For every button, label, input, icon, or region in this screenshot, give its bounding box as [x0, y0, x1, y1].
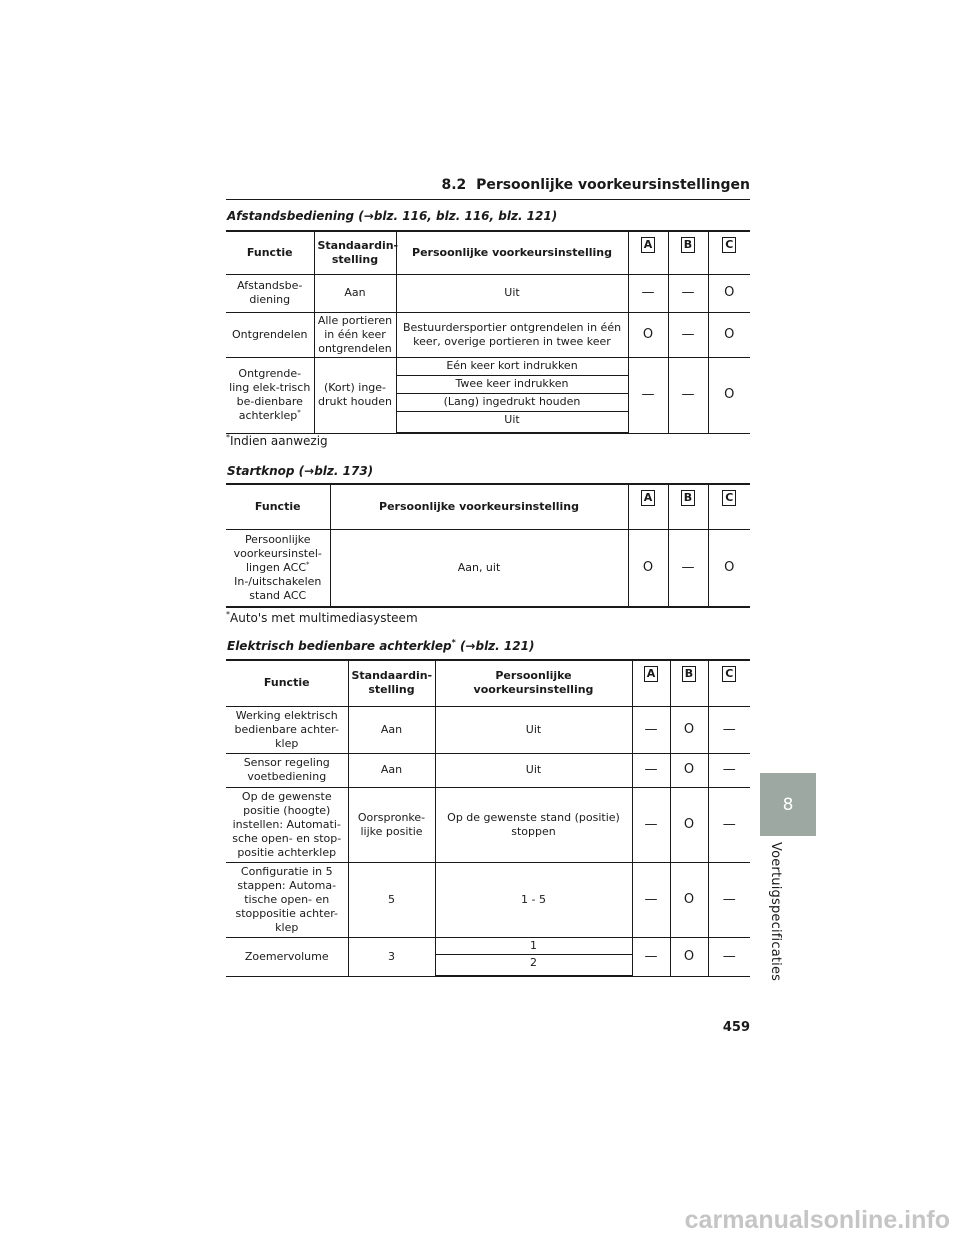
- col-header-a: [628, 484, 668, 529]
- header-title: Persoonlijke voorkeursinstellingen: [476, 177, 750, 193]
- footnote-2: *Auto's met multimediasysteem: [226, 610, 418, 625]
- cell-a: —: [628, 274, 668, 312]
- cell-b: O: [670, 753, 708, 787]
- col-header-b: [668, 484, 708, 529]
- letter-c-icon: C: [722, 666, 736, 682]
- page-number: 459: [722, 1020, 750, 1035]
- footnote-2-text: Auto's met multimediasysteem: [230, 611, 418, 625]
- cell-c: —: [708, 753, 750, 787]
- cell-a: O: [628, 529, 668, 607]
- col-header-persoonlijk: Persoonlijke voorkeursinstelling: [435, 660, 632, 706]
- cell-standaard: Alle portieren in één keer ontgrendelen: [314, 312, 396, 357]
- section-title-tailgate-text: Elektrisch bedienbare achterklep: [227, 639, 452, 653]
- chapter-tab: 8: [760, 773, 816, 836]
- col-header-b: [670, 660, 708, 706]
- cell-functie: Zoemervolume: [226, 937, 348, 976]
- letter-b-icon: B: [681, 490, 695, 506]
- cell-functie: Op de gewenste positie (hoogte) instellen: Automati-sche open- en stop-positie achterklep: [226, 787, 348, 862]
- cell-a: —: [632, 706, 670, 753]
- col-header-a: [628, 231, 668, 274]
- cell-c: O: [708, 274, 750, 312]
- cell-persoonlijk: Uit: [435, 753, 632, 787]
- table-row: [226, 312, 750, 357]
- col-header-standaard: Standaardin-stelling: [314, 231, 396, 274]
- table-electric-tailgate: [226, 659, 750, 977]
- col-header-standaard: Standaardin-stelling: [348, 660, 435, 706]
- page-header: [226, 177, 750, 200]
- col-header-persoonlijk: Persoonlijke voorkeursinstelling: [396, 231, 628, 274]
- cell-standaard: (Kort) inge-drukt houden: [314, 357, 396, 433]
- cell-persoonlijk: Uit: [435, 706, 632, 753]
- cell-b: —: [668, 274, 708, 312]
- letter-b-icon: B: [682, 666, 696, 682]
- letter-a-icon: A: [641, 237, 655, 253]
- cell-a: —: [632, 753, 670, 787]
- col-header-functie: Functie: [226, 231, 314, 274]
- section-title-start-button: Startknop (→blz. 173): [227, 464, 374, 478]
- cell-functie-text: Ontgrende-ling elek-trisch be-dienbare achterklep: [229, 367, 311, 422]
- footnote-1-text: Indien aanwezig: [230, 434, 328, 448]
- letter-c-icon: C: [722, 490, 736, 506]
- cell-functie-text: Persoonlijke voorkeursinstel-lingen ACC: [233, 532, 322, 574]
- cell-c: —: [708, 706, 750, 753]
- cell-persoonlijk: 1 - 5: [435, 862, 632, 937]
- cell-functie: Ontgrendelen: [226, 312, 314, 357]
- footnote-marker: *: [306, 560, 310, 569]
- col-header-b: [668, 231, 708, 274]
- cell-option: (Lang) ingedrukt houden: [396, 393, 628, 411]
- table-row: [226, 753, 750, 787]
- cell-a: —: [628, 357, 668, 433]
- cell-functie: Werking elektrisch bedienbare achter-klep: [226, 706, 348, 753]
- cell-standaard: Aan: [348, 706, 435, 753]
- footnote-1: *Indien aanwezig: [226, 433, 328, 448]
- cell-c: O: [708, 529, 750, 607]
- col-header-c: [708, 484, 750, 529]
- table-remote-control: [226, 230, 750, 434]
- cell-b: —: [668, 312, 708, 357]
- cell-c: —: [708, 862, 750, 937]
- col-header-functie: Functie: [226, 660, 348, 706]
- cell-option: Twee keer indrukken: [396, 375, 628, 393]
- table-start-button: [226, 483, 750, 608]
- letter-a-icon: A: [641, 490, 655, 506]
- chapter-label: Voertuigspecificaties: [768, 842, 783, 982]
- col-header-c: [708, 660, 750, 706]
- cell-persoonlijk: Bestuurdersportier ontgrendelen in één keer, overige portieren in twee keer: [396, 312, 628, 357]
- col-header-functie: Functie: [226, 484, 330, 529]
- cell-a: —: [632, 787, 670, 862]
- cell-functie: Configuratie in 5 stappen: Automa-tische open- en stoppositie achter-klep: [226, 862, 348, 937]
- table-row: [226, 862, 750, 937]
- watermark-text: carmanualsonline.info: [684, 1206, 950, 1234]
- cell-persoonlijk: Aan, uit: [330, 529, 628, 607]
- cell-standaard: 5: [348, 862, 435, 937]
- cell-b: O: [670, 937, 708, 976]
- table-row: [226, 274, 750, 312]
- cell-b: —: [668, 357, 708, 433]
- cell-c: O: [708, 312, 750, 357]
- col-header-a: [632, 660, 670, 706]
- section-title-tailgate: [227, 639, 534, 653]
- cell-option: 2: [435, 954, 632, 976]
- cell-standaard: Aan: [348, 753, 435, 787]
- table-row: [226, 706, 750, 753]
- cell-c: —: [708, 937, 750, 976]
- cell-b: O: [670, 706, 708, 753]
- letter-a-icon: A: [644, 666, 658, 682]
- cell-standaard: Oorspronke-lijke positie: [348, 787, 435, 862]
- letter-c-icon: C: [722, 237, 736, 253]
- cell-a: O: [628, 312, 668, 357]
- cell-functie: [226, 529, 330, 607]
- table-row: [226, 357, 750, 375]
- cell-a: —: [632, 937, 670, 976]
- cell-functie-text-2: In-/uitschakelen stand ACC: [234, 574, 322, 602]
- table-row: [226, 787, 750, 862]
- cell-b: O: [670, 787, 708, 862]
- cell-persoonlijk: Uit: [396, 274, 628, 312]
- letter-b-icon: B: [681, 237, 695, 253]
- cell-option: Eén keer kort indrukken: [396, 357, 628, 375]
- cell-c: —: [708, 787, 750, 862]
- col-header-c: [708, 231, 750, 274]
- footnote-marker: *: [451, 638, 456, 647]
- cell-b: —: [668, 529, 708, 607]
- col-header-persoonlijk: Persoonlijke voorkeursinstelling: [330, 484, 628, 529]
- cell-functie: Sensor regeling voetbediening: [226, 753, 348, 787]
- header-section-number: 8.2: [441, 177, 467, 193]
- footnote-marker: *: [297, 408, 301, 417]
- cell-b: O: [670, 862, 708, 937]
- section-title-tailgate-ref: (→blz. 121): [455, 639, 535, 653]
- cell-functie: Afstandsbe-diening: [226, 274, 314, 312]
- cell-a: —: [632, 862, 670, 937]
- cell-standaard: 3: [348, 937, 435, 976]
- table-row: [226, 529, 750, 607]
- cell-standaard: Aan: [314, 274, 396, 312]
- cell-option: 1: [435, 937, 632, 954]
- cell-functie: [226, 357, 314, 433]
- section-title-remote: Afstandsbediening (→blz. 116, blz. 116, blz. 121): [227, 209, 558, 223]
- cell-persoonlijk: Op de gewenste stand (positie) stoppen: [435, 787, 632, 862]
- table-row: [226, 937, 750, 954]
- cell-c: O: [708, 357, 750, 433]
- cell-option: Uit: [396, 411, 628, 433]
